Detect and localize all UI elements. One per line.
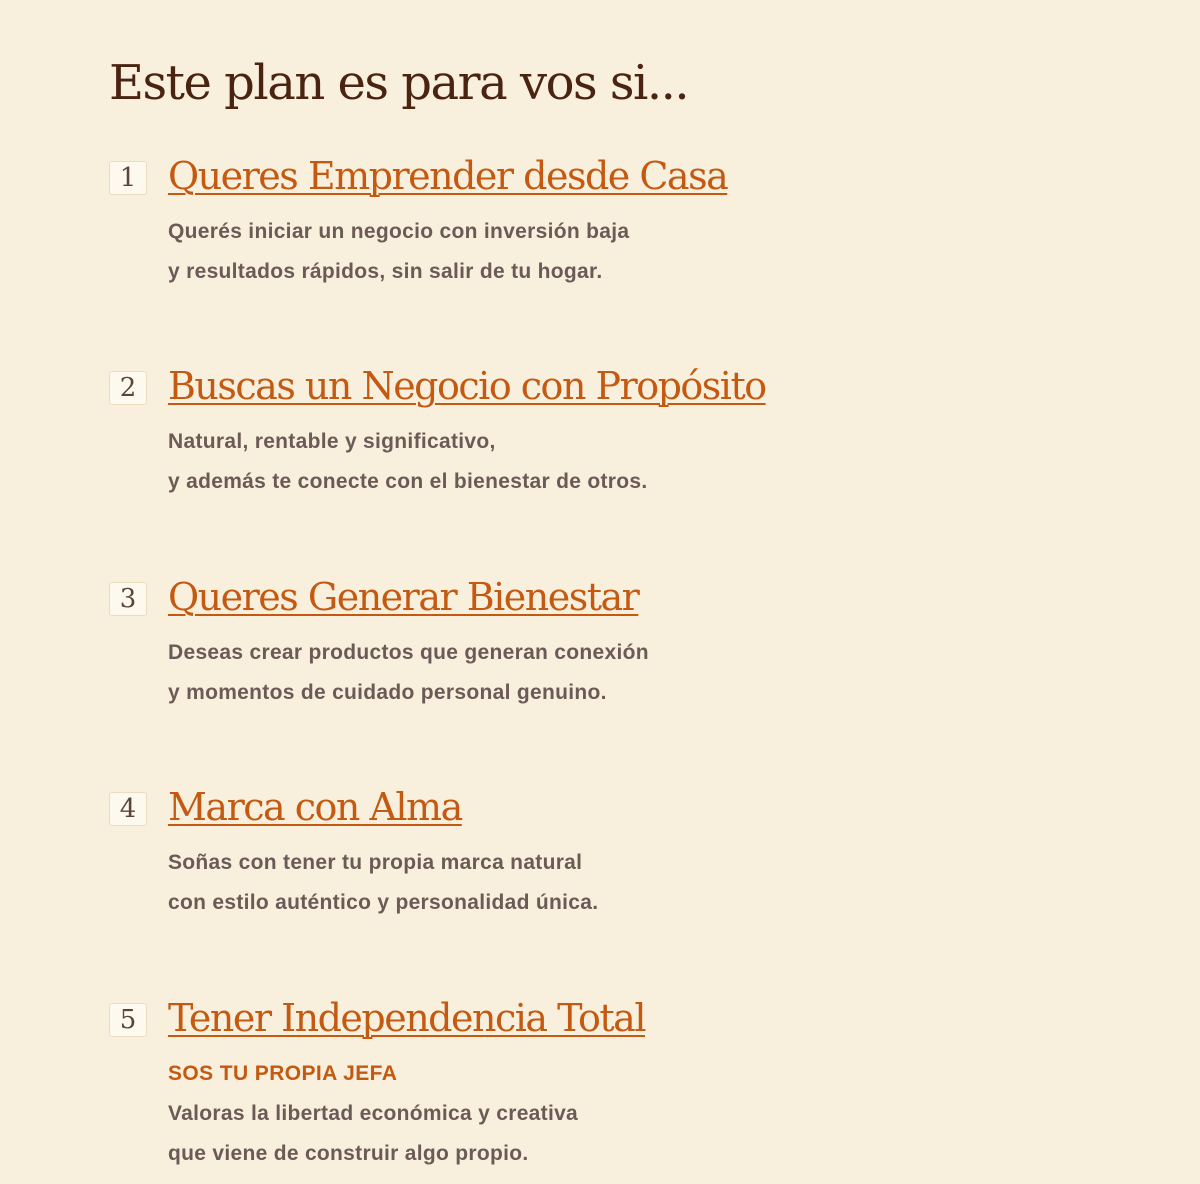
item-number-badge: 2 bbox=[109, 371, 147, 405]
item-description-line: Soñas con tener tu propia marca natural bbox=[168, 851, 583, 874]
item-description bbox=[168, 1094, 578, 1174]
item-number-badge: 4 bbox=[109, 792, 147, 826]
item-description bbox=[168, 843, 598, 923]
item-description bbox=[168, 422, 647, 502]
item-description bbox=[168, 212, 629, 292]
item-description-line: que viene de construir algo propio. bbox=[168, 1142, 529, 1165]
page-title: Este plan es para vos si... bbox=[109, 55, 689, 111]
item-number-badge: 5 bbox=[109, 1003, 147, 1037]
item-title-link[interactable]: Queres Generar Bienestar bbox=[168, 575, 639, 619]
item-description bbox=[168, 633, 649, 713]
item-title-link[interactable]: Buscas un Negocio con Propósito bbox=[168, 364, 766, 408]
item-description-line: con estilo auténtico y personalidad única. bbox=[168, 891, 599, 914]
item-number-badge: 1 bbox=[109, 161, 147, 195]
item-description-line: y además te conecte con el bienestar de otros. bbox=[168, 470, 648, 493]
item-title-link[interactable]: Marca con Alma bbox=[168, 785, 462, 829]
item-description-line: Deseas crear productos que generan conexión bbox=[168, 641, 649, 664]
item-description-line: y resultados rápidos, sin salir de tu hogar. bbox=[168, 260, 603, 283]
item-tagline: SOS TU PROPIA JEFA bbox=[168, 1062, 398, 1085]
item-title-link[interactable]: Tener Independencia Total bbox=[168, 996, 645, 1040]
item-description-line: Querés iniciar un negocio con inversión baja bbox=[168, 220, 630, 243]
item-number-badge: 3 bbox=[109, 582, 147, 616]
item-description-line: Natural, rentable y significativo, bbox=[168, 430, 496, 453]
item-description-line: Valoras la libertad económica y creativa bbox=[168, 1102, 579, 1125]
item-title-link[interactable]: Queres Emprender desde Casa bbox=[168, 154, 728, 198]
item-description-line: y momentos de cuidado personal genuino. bbox=[168, 681, 607, 704]
